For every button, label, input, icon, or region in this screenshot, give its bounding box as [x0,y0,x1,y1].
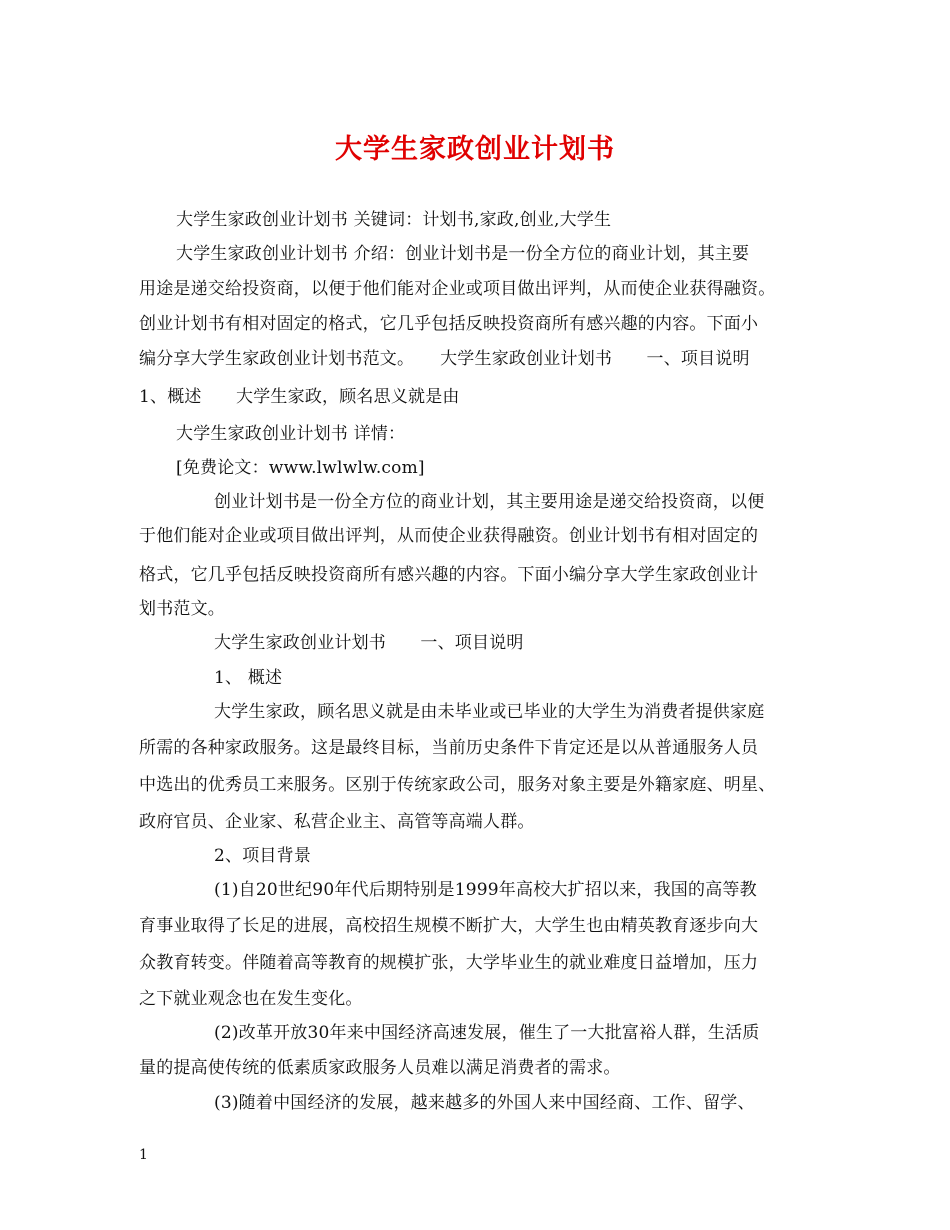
subsection-heading: 2、项目背景 [214,846,312,866]
intro-line: 1、概述 大学生家政，顾名思义就是由 [139,387,460,407]
body-paragraph-line: 量的提高使传统的低素质家政服务人员难以满足消费者的需求。 [139,1058,621,1078]
body-paragraph-line: (2)改革开放30年来中国经济高速发展，催生了一大批富裕人群，生活质 [214,1023,760,1043]
section-heading: 大学生家政创业计划书 一、项目说明 [214,633,524,653]
page-number: 1 [139,1147,148,1163]
body-paragraph-line: 格式，它几乎包括反映投资商所有感兴趣的内容。下面小编分享大学生家政创业计 [139,565,759,585]
body-paragraph-line: 众教育转变。伴随着高等教育的规模扩张，大学毕业生的就业难度日益增加，压力 [139,953,759,973]
body-paragraph-line: (3)随着中国经济的发展，越来越多的外国人来中国经商、工作、留学、 [214,1093,755,1113]
body-paragraph-line: 所需的各种家政服务。这是最终目标，当前历史条件下肯定还是以从普通服务人员 [139,738,759,758]
body-paragraph-line: 政府官员、企业家、私营企业主、高管等高端人群。 [139,812,535,832]
intro-line: 创业计划书有相对固定的格式，它几乎包括反映投资商所有感兴趣的内容。下面小 [139,314,759,334]
body-paragraph-line: (1)自20世纪90年代后期特别是1999年高校大扩招以来，我国的高等教 [214,880,757,900]
source-note: [免费论文：www.lwlwlw.com] [176,458,425,478]
intro-line: 用途是递交给投资商，以便于他们能对企业或项目做出评判，从而使企业获得融资。 [139,279,776,299]
intro-line: 大学生家政创业计划书 介绍：创业计划书是一份全方位的商业计划，其主要 [176,244,750,264]
body-paragraph-line: 于他们能对企业或项目做出评判，从而使企业获得融资。创业计划书有相对固定的 [139,526,759,546]
details-label: 大学生家政创业计划书 详情： [176,424,406,444]
body-paragraph-line: 划书范文。 [139,599,225,619]
keywords-line: 大学生家政创业计划书 关键词：计划书,家政,创业,大学生 [176,210,612,230]
body-paragraph-line: 之下就业观念也在发生变化。 [139,989,363,1009]
body-paragraph-line: 创业计划书是一份全方位的商业计划，其主要用途是递交给投资商，以便 [214,492,765,512]
body-paragraph-line: 大学生家政，顾名思义就是由未毕业或已毕业的大学生为消费者提供家庭 [214,702,765,722]
intro-line: 编分享大学生家政创业计划书范文。 大学生家政创业计划书 一、项目说明 [139,349,750,369]
subsection-heading: 1、 概述 [214,668,283,688]
document-title: 大学生家政创业计划书 [335,134,615,165]
body-paragraph-line: 中选出的优秀员工来服务。区别于传统家政公司，服务对象主要是外籍家庭、明星、 [139,775,776,795]
body-paragraph-line: 育事业取得了长足的进展，高校招生规模不断扩大，大学生也由精英教育逐步向大 [139,916,759,936]
